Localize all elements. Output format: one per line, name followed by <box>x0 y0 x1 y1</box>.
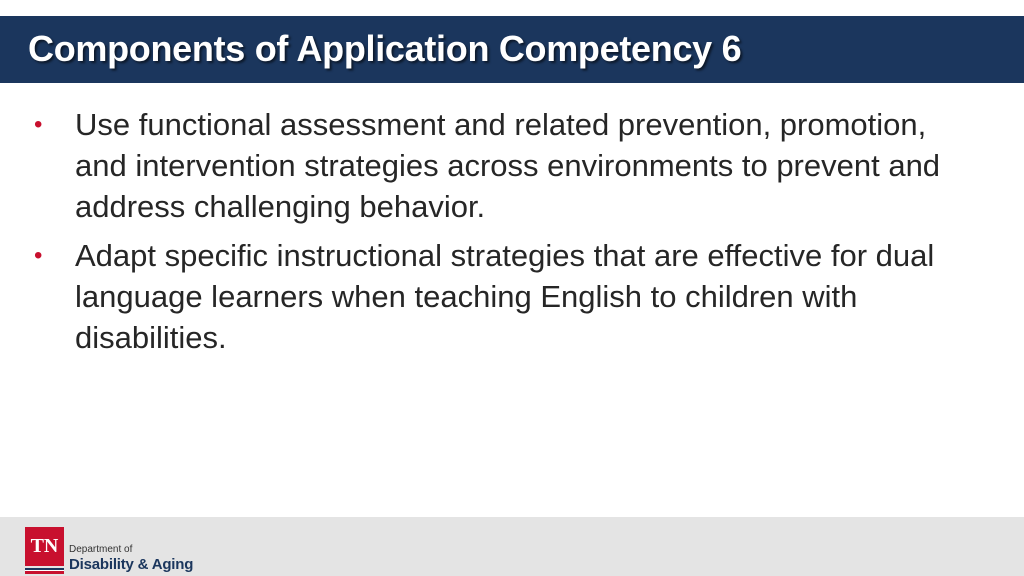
bullet-item <box>0 104 1024 227</box>
tn-logo-icon: TN <box>25 527 64 566</box>
bullet-item <box>0 235 1024 358</box>
department-logo <box>25 527 205 573</box>
logo-department-name: Disability & Aging <box>69 556 194 573</box>
bullet-list <box>0 104 1024 366</box>
slide-title: Components of Application Competency 6 <box>28 28 742 69</box>
bullet-text: Use functional assessment and related prevention, promotion, and intervention strategies across environments to prevent and address challenging behavior. <box>75 107 941 224</box>
tn-logo-stripes <box>25 568 64 574</box>
footer-bar <box>0 517 1024 576</box>
bullet-marker-icon: • <box>34 242 43 269</box>
bullet-text: Adapt specific instructional strategies that are effective for dual language learners when teaching English to children with disabilities. <box>75 238 935 355</box>
logo-department-label: Department of <box>69 544 133 555</box>
title-bar <box>0 16 1024 83</box>
bullet-marker-icon: • <box>34 111 43 138</box>
